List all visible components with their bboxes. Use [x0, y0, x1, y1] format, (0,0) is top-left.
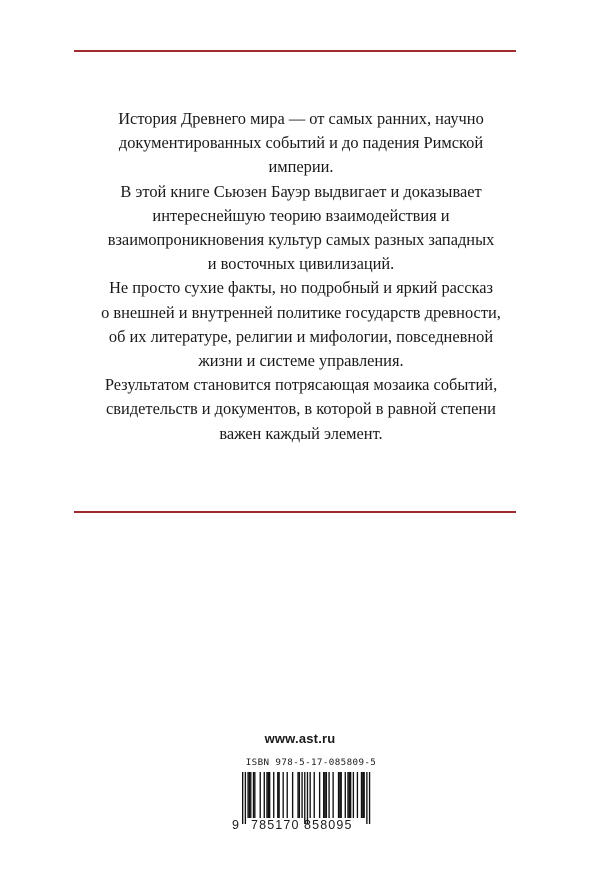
paragraph-2 [92, 180, 510, 277]
barcode-bar [250, 772, 251, 818]
barcode-bar [273, 772, 274, 818]
line: империи. [268, 157, 334, 177]
line: свидетельств и документов, в которой в равной степени [106, 399, 496, 419]
barcode-bar [242, 772, 243, 824]
line: История Древнего мира — от самых ранних, научно [118, 109, 484, 128]
barcode-bar [310, 772, 311, 818]
barcode-bar [323, 772, 324, 818]
barcode-left-digits: 785170 [251, 818, 300, 832]
barcode-bar [361, 772, 362, 818]
barcode-bar [366, 772, 367, 824]
barcode-bar [287, 772, 288, 818]
barcode-first-digit: 9 [232, 818, 241, 832]
paragraph-4 [92, 373, 510, 446]
barcode-bar [249, 772, 250, 818]
line: В этой книге Сьюзен Бауэр выдвигает и доказывает [120, 181, 482, 201]
barcode-bar [277, 772, 278, 818]
barcode-bar [253, 772, 254, 818]
line: Не просто сухие факты, но подробный и яркий рассказ [109, 278, 493, 298]
bottom-divider [74, 511, 516, 513]
barcode-bar [349, 772, 350, 818]
barcode-bar [369, 772, 370, 824]
barcode-right-digits: 858095 [304, 818, 353, 832]
barcode-bar [314, 772, 315, 818]
barcode-bar [357, 772, 358, 818]
line: интереснейшую теорию взаимодействия и [152, 205, 450, 225]
barcode-bar [260, 772, 261, 818]
line: документированных событий и до падения Римской [118, 133, 484, 153]
line: о внешней и внутренней политике государств древности, [101, 302, 501, 322]
barcode-bar [362, 772, 363, 818]
top-divider [74, 50, 516, 52]
barcode-bar [332, 772, 333, 818]
book-description [92, 107, 510, 446]
paragraph-3 [92, 276, 510, 373]
line: важен каждый элемент. [219, 423, 383, 443]
line: взаимопроникновения культур самых разных западных [107, 230, 495, 250]
barcode-bar [264, 772, 265, 818]
publisher-website[interactable]: www.ast.ru [264, 731, 336, 746]
line: и восточных цивилизаций. [207, 254, 395, 274]
barcode-bar [269, 772, 270, 818]
barcode-bar [326, 772, 327, 818]
barcode-bar [254, 772, 255, 818]
barcode-bar [345, 772, 346, 818]
barcode-bar [245, 772, 246, 824]
barcode-bar [324, 772, 325, 818]
barcode-bar [307, 772, 308, 824]
barcode-bar [292, 772, 293, 818]
barcode-bar [347, 772, 348, 818]
barcode-bar [278, 772, 279, 818]
barcode-bar [350, 772, 351, 818]
line: об их литературе, религии и мифологии, повседневной [108, 326, 494, 346]
barcode-bar [301, 772, 302, 818]
barcode-bar [338, 772, 339, 818]
barcode-bar [304, 772, 305, 824]
barcode-bar [268, 772, 269, 818]
barcode-bar [328, 772, 329, 818]
barcode-bar [339, 772, 340, 818]
barcode-bar [341, 772, 342, 818]
barcode-bar [319, 772, 320, 818]
paragraph-1 [92, 107, 510, 180]
isbn-number: ISBN 978-5-17-085809-5 [245, 757, 377, 768]
line: Результатом становится потрясающая мозаика событий, [104, 375, 498, 395]
barcode-bar [247, 772, 248, 818]
barcode-bar [299, 772, 300, 818]
barcode-bar [364, 772, 365, 818]
barcode-bar [283, 772, 284, 818]
line: жизни и системе управления. [198, 351, 404, 371]
barcode [232, 772, 372, 832]
barcode-bar [297, 772, 298, 818]
barcode-bar [353, 772, 354, 818]
barcode-bar [266, 772, 267, 818]
